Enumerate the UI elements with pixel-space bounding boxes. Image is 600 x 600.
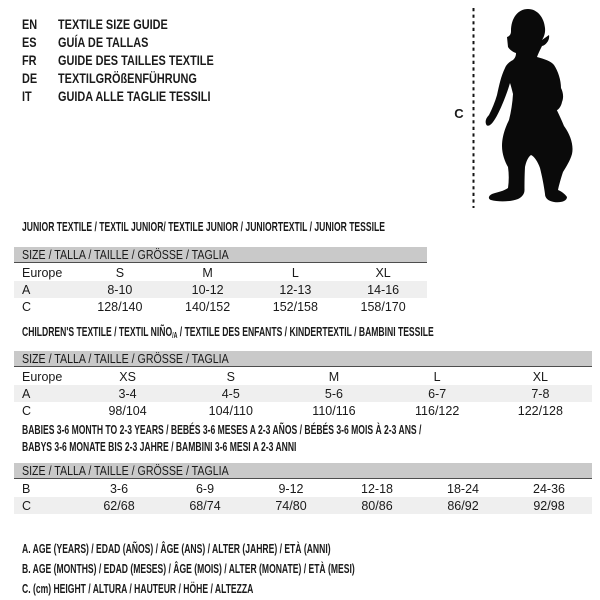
size-header-bar	[14, 247, 427, 263]
section-title-text: BABIES 3-6 MONTH TO 2-3 YEARS / BEBÉS 3-6 MESES A 2-3 AÑOS / BÉBÉS 3-6 MOIS À 2-3 ANS /	[22, 422, 422, 437]
size-value-cell: L	[433, 369, 441, 384]
size-value-cell: 4-5	[221, 386, 240, 401]
size-value-cell: M	[328, 369, 340, 384]
note-age-years: A. AGE (YEARS) / EDAD (AÑOS) / ÂGE (ANS) / ALTER (JAHRE) / ETÀ (ANNI)	[22, 541, 331, 556]
language-label: GUIDA ALLE TAGLIE TESSILI	[58, 88, 211, 104]
section-title-junior	[22, 219, 572, 234]
language-list	[22, 15, 258, 105]
toddler-silhouette-icon	[484, 6, 596, 206]
language-code: FR	[22, 52, 37, 68]
table-row	[14, 368, 592, 385]
size-header-bar	[14, 463, 592, 479]
size-value-cell: 122/128	[517, 403, 563, 418]
language-row	[22, 15, 258, 33]
size-value-cell: 9-12	[278, 481, 304, 496]
size-value-cell: 86/92	[447, 498, 479, 513]
row-label: Europe	[22, 265, 63, 280]
language-code: ES	[22, 34, 37, 50]
language-label: GUÍA DE TALLAS	[58, 34, 149, 50]
size-value-cell: XL	[532, 369, 549, 384]
size-value-cell: 5-6	[324, 386, 343, 401]
language-label: TEXTILGRÖßENFÜHRUNG	[58, 70, 197, 86]
size-value-cell: 8-10	[107, 282, 133, 297]
table-row	[14, 497, 592, 514]
size-value-cell: 128/140	[97, 299, 143, 314]
size-value-cell: 24-36	[533, 481, 565, 496]
language-row	[22, 51, 258, 69]
section-title-children	[22, 324, 600, 340]
size-table-junior	[14, 264, 427, 315]
size-value-cell: 158/170	[360, 299, 406, 314]
language-row	[22, 87, 258, 105]
size-value-cell: M	[202, 265, 213, 280]
size-value-cell: S	[115, 265, 125, 280]
table-row	[14, 264, 427, 281]
dashed-measure-line-icon	[471, 8, 476, 208]
size-header-text: SIZE / TALLA / TAILLE / GRÖSSE / TAGLIA	[22, 464, 229, 478]
table-row	[14, 402, 592, 419]
size-value-cell: 98/104	[108, 403, 147, 418]
size-table-babies	[14, 480, 592, 514]
size-header-text: SIZE / TALLA / TAILLE / GRÖSSE / TAGLIA	[22, 352, 229, 366]
size-value-cell: 12-18	[361, 481, 393, 496]
row-label: Europe	[22, 369, 63, 384]
section-title-text: JUNIOR TEXTILE / TEXTIL JUNIOR/ TEXTILE JUNIOR / JUNIORTEXTIL / JUNIOR TESSILE	[22, 219, 385, 234]
size-value-cell: 62/68	[103, 498, 135, 513]
legend-notes	[22, 539, 526, 599]
size-header-text: SIZE / TALLA / TAILLE / GRÖSSE / TAGLIA	[22, 248, 229, 262]
row-label: C	[22, 403, 32, 418]
size-value-cell: XS	[119, 369, 136, 384]
language-code: DE	[22, 70, 38, 86]
size-value-cell: L	[291, 265, 299, 280]
size-value-cell: S	[226, 369, 235, 384]
note-height-cm: C. (cm) HEIGHT / ALTURA / HAUTEUR / HÖHE / ALTEZZA	[22, 581, 254, 596]
row-label: A	[22, 386, 31, 401]
size-value-cell: 68/74	[189, 498, 221, 513]
row-label: C	[22, 299, 32, 314]
language-label: GUIDE DES TAILLES TEXTILE	[58, 52, 214, 68]
language-label: TEXTILE SIZE GUIDE	[58, 16, 168, 32]
table-row	[14, 385, 592, 402]
language-code: IT	[22, 88, 32, 104]
size-header-bar	[14, 351, 592, 367]
size-value-cell: 12-13	[279, 282, 312, 297]
table-row	[14, 480, 592, 497]
row-label: C	[22, 498, 32, 513]
section-title-babies	[22, 421, 600, 455]
note-age-months: B. AGE (MONTHS) / EDAD (MESES) / ÂGE (MOIS) / ALTER (MONATE) / ETÀ (MESI)	[22, 561, 355, 576]
size-value-cell: 80/86	[361, 498, 393, 513]
size-value-cell: 92/98	[533, 498, 565, 513]
size-value-cell: 18-24	[447, 481, 479, 496]
size-value-cell: 6-9	[195, 481, 215, 496]
height-measure-label: C	[454, 106, 464, 121]
size-value-cell: XL	[375, 265, 391, 280]
language-row	[22, 33, 258, 51]
size-value-cell: 104/110	[208, 403, 253, 418]
subscript-a: /A	[172, 331, 178, 340]
size-value-cell: 152/158	[272, 299, 318, 314]
size-value-cell: 6-7	[428, 386, 447, 401]
table-row	[14, 298, 427, 315]
language-row	[22, 69, 258, 87]
size-value-cell: 10-12	[191, 282, 224, 297]
size-value-cell: 14-16	[367, 282, 400, 297]
size-table-children	[14, 368, 592, 419]
size-value-cell: 3-6	[109, 481, 129, 496]
row-label: B	[22, 481, 31, 496]
size-value-cell: 7-8	[531, 386, 550, 401]
size-value-cell: 110/116	[312, 403, 356, 418]
section-title-text: BABYS 3-6 MONATE BIS 2-3 JAHRE / BAMBINI 3-6 MESI A 2-3 ANNI	[22, 439, 297, 454]
language-code: EN	[22, 16, 38, 32]
section-title-text: CHILDREN'S TEXTILE / TEXTIL NIÑO/A / TEXTILE DES ENFANTS / KINDERTEXTIL / BAMBINI TESSILE	[22, 324, 434, 340]
size-value-cell: 140/152	[185, 299, 231, 314]
size-value-cell: 116/122	[415, 403, 460, 418]
table-row	[14, 281, 427, 298]
size-value-cell: 74/80	[275, 498, 307, 513]
size-value-cell: 3-4	[118, 386, 137, 401]
row-label: A	[22, 282, 31, 297]
